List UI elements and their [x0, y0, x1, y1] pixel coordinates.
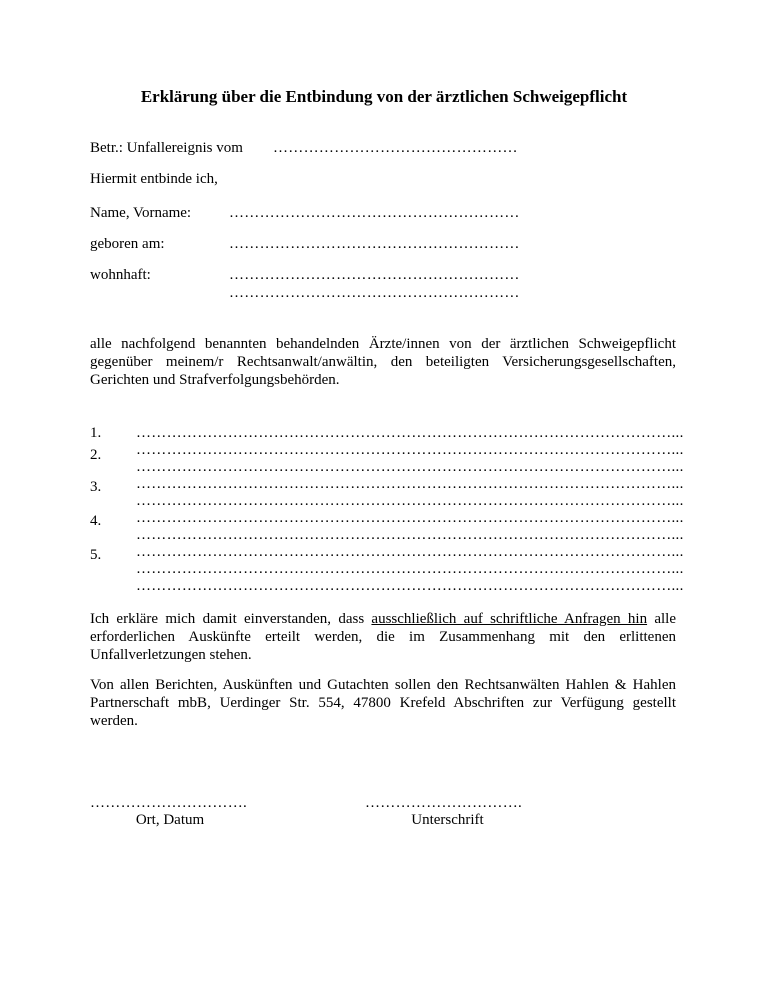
- list-number-5: 5.: [90, 547, 102, 563]
- list-number-2: 2.: [90, 447, 102, 463]
- list-line: ……………………………………………………………………………………………...: [136, 425, 684, 441]
- list-line: ……………………………………………………………………………………………...: [136, 578, 684, 594]
- birthdate-dots: …………………………………………………: [229, 236, 520, 252]
- consent-text-underlined: ausschließlich auf schriftliche Anfragen hin: [371, 611, 648, 627]
- paragraph-consent: [90, 610, 676, 664]
- name-dots: …………………………………………………: [229, 205, 520, 221]
- list-line: ……………………………………………………………………………………………...: [136, 476, 684, 492]
- consent-text-end: alle erforderlichen Auskünfte erteilt werden, die im Zusammenhang mit den erlittenen Unfallverletzungen stehen.: [90, 611, 676, 663]
- list-line: ……………………………………………………………………………………………...: [136, 527, 684, 543]
- betr-label: Betr.: Unfallereignis vom: [90, 140, 243, 156]
- list-number-1: 1.: [90, 425, 102, 441]
- paragraph-release: alle nachfolgend benannten behandelnden Ärzte/innen von der ärztlichen Schweigepflicht gegenüber meinem/r Rechtsanwalt/anwältin, den beteiligten Versicherungsgesellschaften, Gerichten und Strafverfolgungsbehörden.: [90, 336, 676, 388]
- consent-text-start: Ich erkläre mich damit einverstanden, dass: [90, 611, 372, 627]
- betr-dots: …………………………………………: [273, 140, 518, 156]
- place-date-dots: ………………………….: [90, 795, 248, 811]
- list-line: ……………………………………………………………………………………………...: [136, 493, 684, 509]
- list-line: ……………………………………………………………………………………………...: [136, 442, 684, 458]
- list-line: ……………………………………………………………………………………………...: [136, 544, 684, 560]
- name-label: Name, Vorname:: [90, 205, 192, 221]
- place-date-label: Ort, Datum: [135, 812, 205, 828]
- address-label: wohnhaft:: [90, 267, 151, 283]
- document-title: Erklärung über die Entbindung von der ärztlichen Schweigepflicht: [140, 87, 628, 106]
- address-dots-1: …………………………………………………: [229, 267, 520, 283]
- paragraph-copies: Von allen Berichten, Auskünften und Gutachten sollen den Rechtsanwälten Hahlen & Hahlen Partnerschaft mbB, Uerdinger Str. 554, 47800 Krefeld Abschriften zur Verfügung gestellt werden.: [90, 677, 676, 729]
- list-line: ……………………………………………………………………………………………...: [136, 510, 684, 526]
- address-dots-2: …………………………………………………: [229, 285, 520, 301]
- intro-text: Hiermit entbinde ich,: [90, 171, 218, 187]
- signature-dots: ………………………….: [365, 795, 523, 811]
- list-number-3: 3.: [90, 479, 102, 495]
- signature-label: Unterschrift: [411, 812, 484, 828]
- list-number-4: 4.: [90, 513, 102, 529]
- list-line: ……………………………………………………………………………………………...: [136, 561, 684, 577]
- birthdate-label: geboren am:: [90, 236, 165, 252]
- list-line: ……………………………………………………………………………………………...: [136, 459, 684, 475]
